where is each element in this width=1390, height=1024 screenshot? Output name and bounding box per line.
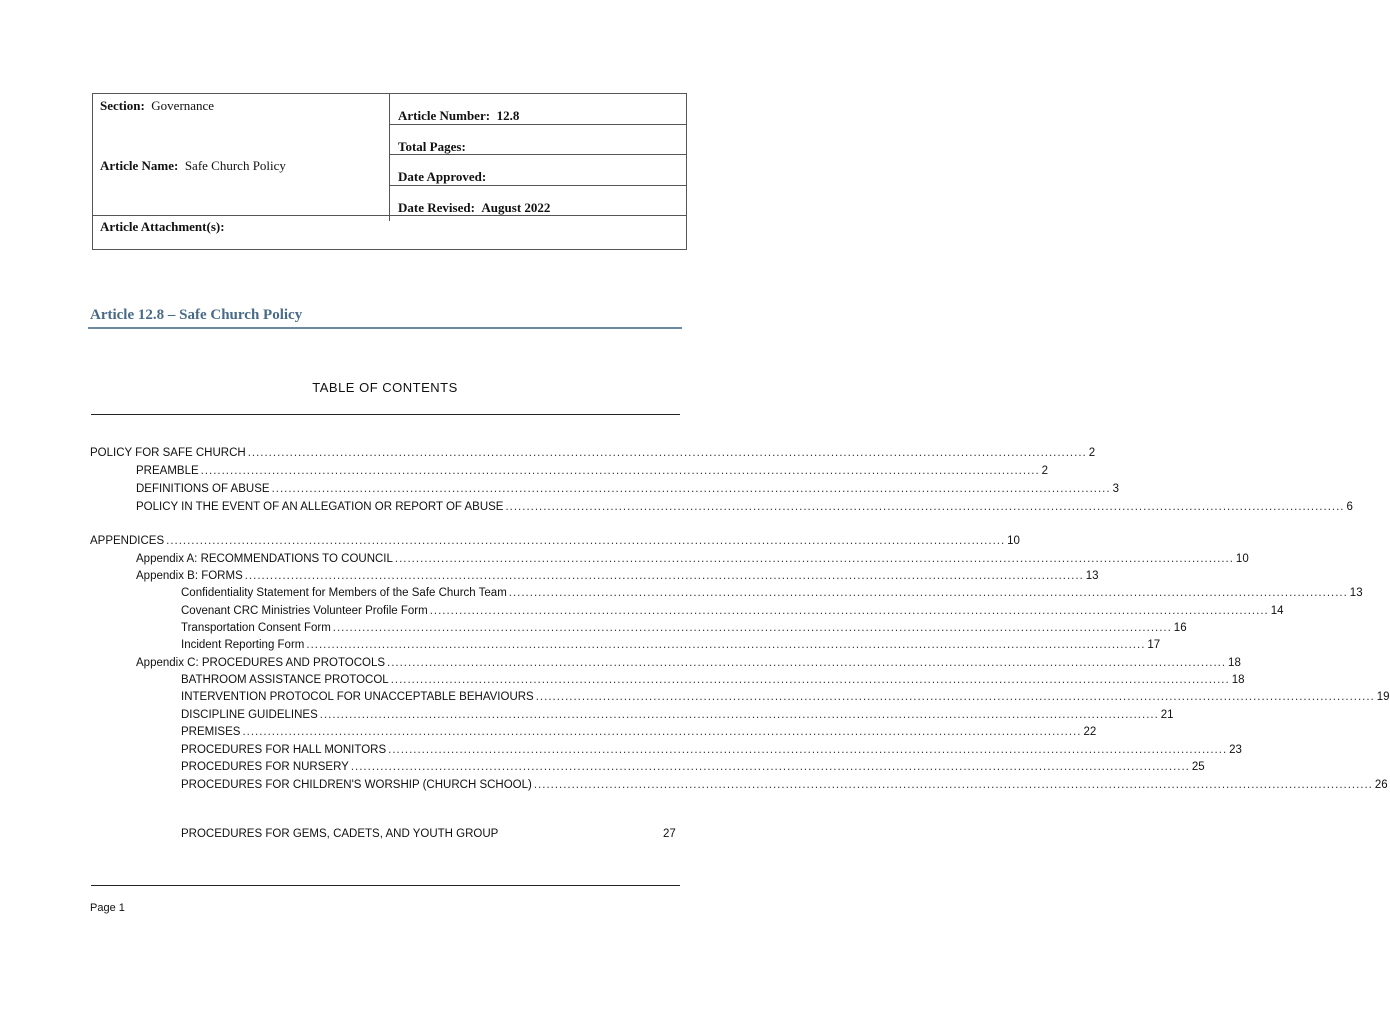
toc-entry[interactable]: PREMISES ........................................................................................................................................................................................................ 22 [181,726,1097,738]
toc-entry[interactable]: Incident Reporting Form ........................................................................................................................................................................................................ 17 [181,639,1161,651]
toc-entry[interactable]: PROCEDURES FOR GEMS, CADETS, AND YOUTH GROUP [181,828,499,840]
attachments-field: Article Attachment(s): [100,219,225,234]
toc-entry[interactable]: PROCEDURES FOR NURSERY ........................................................................................................................................................................................................ 25 [181,761,1205,773]
table-divider [389,94,390,221]
toc-entry[interactable]: PROCEDURES FOR CHILDREN'S WORSHIP (CHURCH SCHOOL) ........................................................................................................................................................................................................ 26 [181,779,1388,791]
toc-entry-page: 27 [663,828,676,840]
toc-title: TABLE OF CONTENTS [312,380,458,395]
toc-entry[interactable]: Confidentiality Statement for Members of the Safe Church Team ........................................................................................................................................................................................................ 13 [181,587,1363,599]
dot-leader: ........................................................................................................................................................................................................ [508,587,1348,599]
footer-rule [91,885,680,886]
dot-leader: ........................................................................................................................................................................................................ [390,674,1230,686]
date-revised-field: Date Revised: August 2022 [398,200,551,215]
dot-leader: ........................................................................................................................................................................................................ [166,535,1006,547]
toc-entry[interactable]: BATHROOM ASSISTANCE PROTOCOL ........................................................................................................................................................................................................ 18 [181,674,1245,686]
toc-entry[interactable]: INTERVENTION PROTOCOL FOR UNACCEPTABLE BEHAVIOURS ........................................................................................................................................................................................................ 19 [181,691,1390,703]
table-divider [93,215,686,216]
toc-entry[interactable]: DEFINITIONS OF ABUSE ........................................................................................................................................................................................................ 3 [136,483,1119,495]
dot-leader: ........................................................................................................................................................................................................ [247,447,1087,459]
toc-entry[interactable]: Covenant CRC Ministries Volunteer Profile Form ........................................................................................................................................................................................................ 14 [181,605,1284,617]
toc-entry[interactable]: POLICY IN THE EVENT OF AN ALLEGATION OR REPORT OF ABUSE ........................................................................................................................................................................................................ 6 [136,501,1353,513]
dot-leader: ........................................................................................................................................................................................................ [200,465,1040,477]
total-pages-field: Total Pages: [398,139,466,154]
dot-leader: ........................................................................................................................................................................................................ [306,639,1146,651]
dot-leader: ........................................................................................................................................................................................................ [350,761,1190,773]
article-header-table [92,93,687,250]
dot-leader: ........................................................................................................................................................................................................ [332,622,1172,634]
dot-leader: ........................................................................................................................................................................................................ [242,726,1082,738]
toc-top-rule [91,414,680,415]
toc-entry[interactable]: PROCEDURES FOR HALL MONITORS ........................................................................................................................................................................................................ 23 [181,744,1242,756]
toc-entry[interactable]: Appendix C: PROCEDURES AND PROTOCOLS ........................................................................................................................................................................................................ 18 [136,657,1241,669]
dot-leader: ........................................................................................................................................................................................................ [535,691,1375,703]
toc-entry[interactable]: POLICY FOR SAFE CHURCH ........................................................................................................................................................................................................ 2 [90,447,1096,459]
dot-leader: ........................................................................................................................................................................................................ [271,483,1111,495]
toc-entry[interactable]: PREAMBLE ........................................................................................................................................................................................................ 2 [136,465,1049,477]
table-divider [389,185,686,186]
dot-leader: ........................................................................................................................................................................................................ [388,744,1228,756]
dot-leader: ........................................................................................................................................................................................................ [319,709,1159,721]
page-number: Page 1 [90,902,125,914]
article-number-field: Article Number: 12.8 [398,108,520,123]
dot-leader: ........................................................................................................................................................................................................ [394,553,1234,565]
dot-leader: ........................................................................................................................................................................................................ [244,570,1084,582]
dot-leader: ........................................................................................................................................................................................................ [387,657,1227,669]
dot-leader: ........................................................................................................................................................................................................ [533,779,1373,791]
table-divider [389,124,686,125]
toc-entry[interactable]: APPENDICES ........................................................................................................................................................................................................ 10 [90,535,1020,547]
toc-entry[interactable]: Appendix B: FORMS ........................................................................................................................................................................................................ 13 [136,570,1099,582]
date-approved-field: Date Approved: [398,169,487,184]
dot-leader: ........................................................................................................................................................................................................ [429,605,1269,617]
section-field: Section: Governance [100,98,215,113]
article-name-field: Article Name: Safe Church Policy [100,158,286,173]
toc-entry[interactable]: Appendix A: RECOMMENDATIONS TO COUNCIL ........................................................................................................................................................................................................ 10 [136,553,1249,565]
dot-leader: ........................................................................................................................................................................................................ [505,501,1345,513]
toc-entry[interactable]: Transportation Consent Form ........................................................................................................................................................................................................ 16 [181,622,1187,634]
article-title-underline [88,327,682,329]
article-title: Article 12.8 – Safe Church Policy [90,307,303,323]
toc-entry[interactable]: DISCIPLINE GUIDELINES ........................................................................................................................................................................................................ 21 [181,709,1174,721]
